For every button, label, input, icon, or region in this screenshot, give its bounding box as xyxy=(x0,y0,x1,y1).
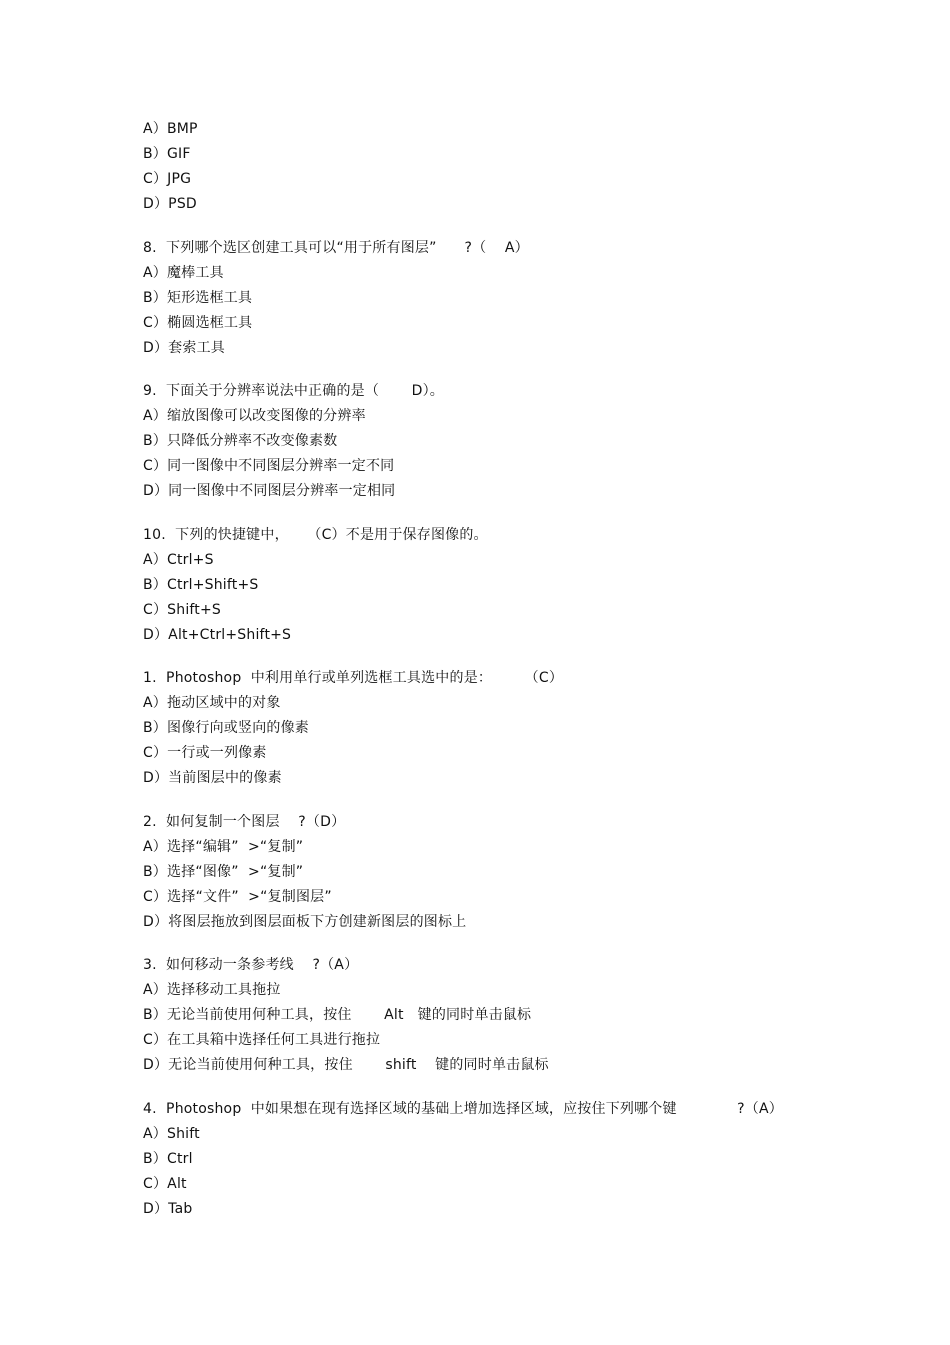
question-text: 2. 如何复制一个图层 ?（D） xyxy=(143,813,346,830)
question-block-2 xyxy=(143,810,843,935)
option-d: D）套索工具 xyxy=(143,339,225,356)
option-d: D）无论当前使用何种工具，按住 shift 键的同时单击鼠标 xyxy=(143,1057,549,1073)
question-block-3 xyxy=(143,953,843,1078)
question-text: 9. 下面关于分辨率说法中正确的是（ D）。 xyxy=(143,383,444,399)
document-page xyxy=(143,117,843,1240)
option-c: C）在工具箱中选择任何工具进行拖拉 xyxy=(143,1032,381,1048)
option-b: B）只降低分辨率不改变像素数 xyxy=(143,433,338,449)
option-c: C）椭圆选框工具 xyxy=(143,314,253,331)
question-block-10 xyxy=(143,523,843,648)
option-a: A）拖动区域中的对象 xyxy=(143,695,281,711)
question-block-8 xyxy=(143,236,843,361)
question-block-1 xyxy=(143,666,843,791)
option-b: B）图像行向或竖向的像素 xyxy=(143,720,310,736)
option-d: D）Tab xyxy=(143,1200,193,1217)
option-c: C）同一图像中不同图层分辨率一定不同 xyxy=(143,458,395,474)
question-text: 4. Photoshop 中如果想在现有选择区域的基础上增加选择区域，应按住下列哪个键 ?（A） xyxy=(143,1100,783,1117)
option-d: D）当前图层中的像素 xyxy=(143,770,282,786)
option-d: D）同一图像中不同图层分辨率一定相同 xyxy=(143,483,396,499)
option-c: C）Alt xyxy=(143,1175,187,1192)
option-a: A）缩放图像可以改变图像的分辨率 xyxy=(143,408,366,424)
option-c: C）选择“文件” >“复制图层” xyxy=(143,888,332,905)
option-b: B）无论当前使用何种工具，按住 Alt 键的同时单击鼠标 xyxy=(143,1007,532,1023)
option-d: D）PSD xyxy=(143,196,197,212)
question-block-4 xyxy=(143,1097,843,1222)
option-a: A）Ctrl+S xyxy=(143,551,214,568)
option-a: A）选择移动工具拖拉 xyxy=(143,982,281,998)
option-a: A）魔棒工具 xyxy=(143,264,224,281)
option-b: B）Ctrl+Shift+S xyxy=(143,576,259,593)
question-block-formats xyxy=(143,117,843,217)
option-b: B）Ctrl xyxy=(143,1150,193,1167)
question-text: 10. 下列的快捷键中， （C）不是用于保存图像的。 xyxy=(143,526,488,543)
question-text: 8. 下列哪个选区创建工具可以“用于所有图层” ?（ A） xyxy=(143,239,529,256)
option-d: D）将图层拖放到图层面板下方创建新图层的图标上 xyxy=(143,913,467,930)
question-text: 3. 如何移动一条参考线 ?（A） xyxy=(143,957,359,973)
option-b: B）GIF xyxy=(143,146,191,162)
option-b: B）选择“图像” >“复制” xyxy=(143,863,304,880)
option-b: B）矩形选框工具 xyxy=(143,289,253,306)
option-c: C）一行或一列像素 xyxy=(143,745,267,761)
option-a: A）BMP xyxy=(143,121,198,137)
option-c: C）Shift+S xyxy=(143,601,222,618)
option-d: D）Alt+Ctrl+Shift+S xyxy=(143,626,292,643)
option-c: C）JPG xyxy=(143,171,192,187)
option-a: A）Shift xyxy=(143,1125,200,1142)
option-a: A）选择“编辑” >“复制” xyxy=(143,838,304,855)
question-block-9 xyxy=(143,379,843,504)
question-text: 1. Photoshop 中利用单行或单列选框工具选中的是： （C） xyxy=(143,670,564,686)
